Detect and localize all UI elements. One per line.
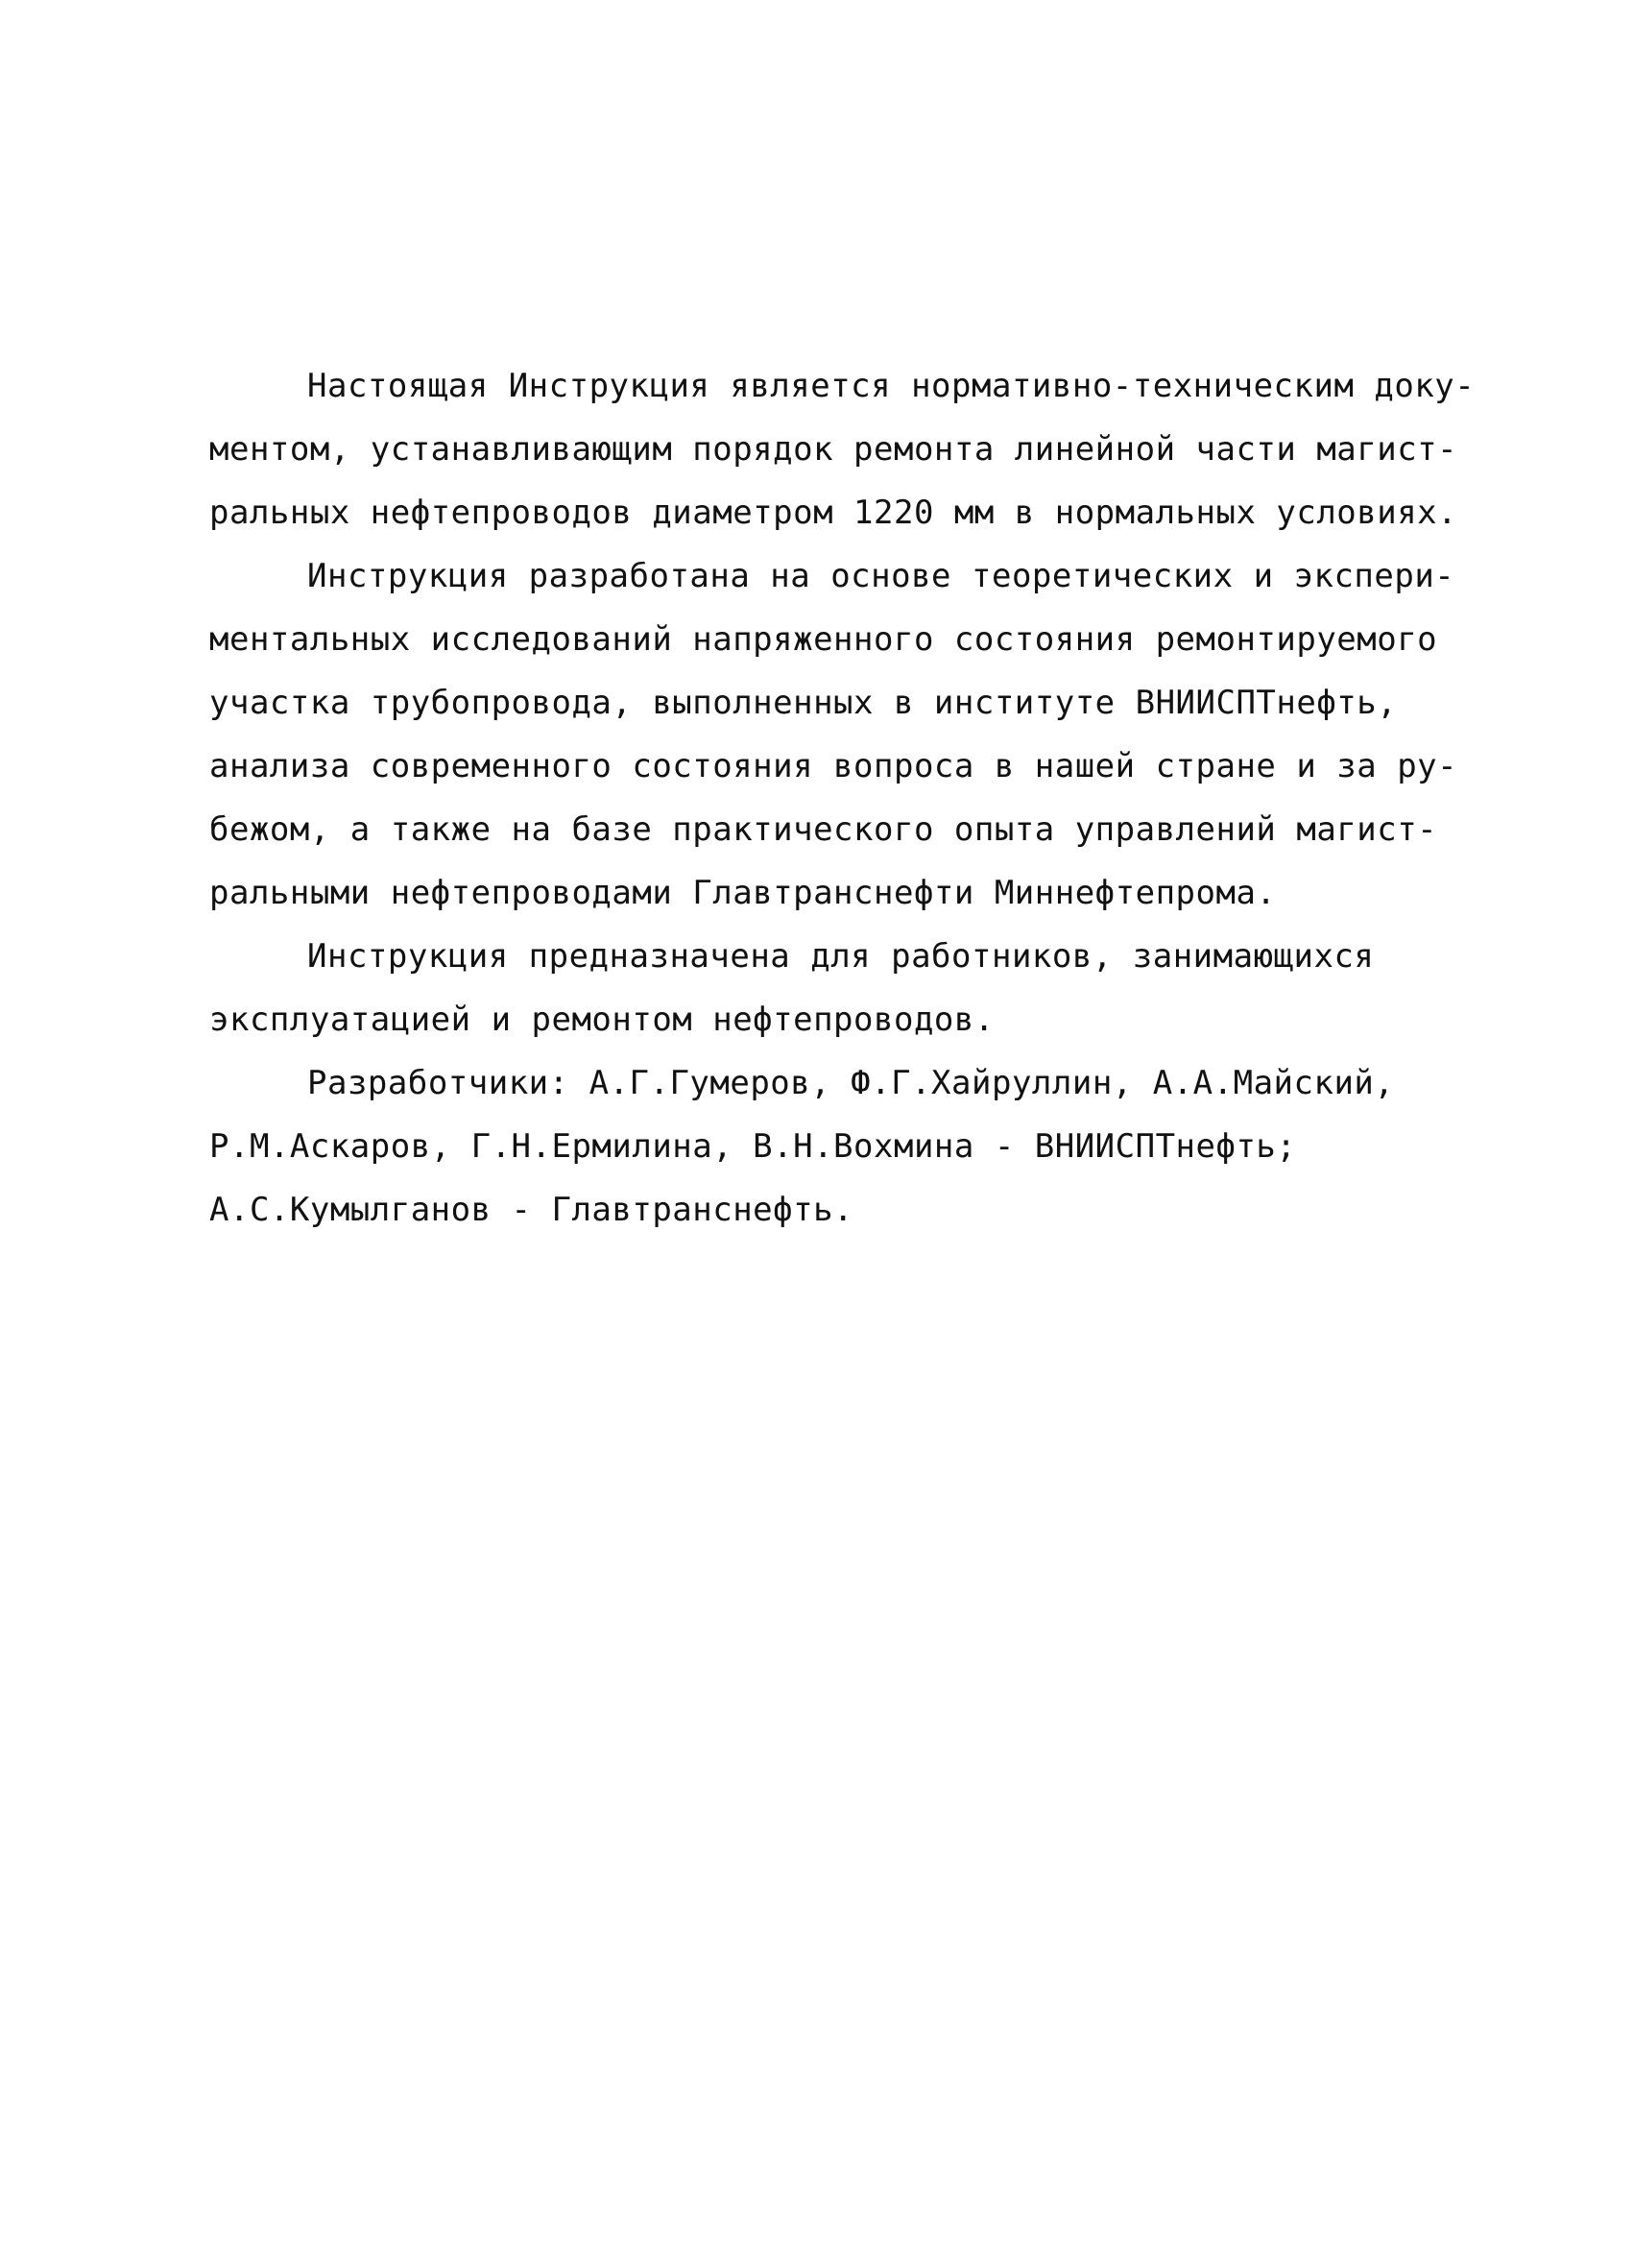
paragraph-developers (209, 1051, 1457, 1242)
document-text (209, 354, 1476, 1242)
text-line: ральными нефтепроводами Главтранснефти Миннефтепрома. (209, 874, 1277, 912)
text-line: ральных нефтепроводов диаметром 1220 мм в нормальных условиях. (209, 494, 1458, 532)
paragraph-audience (209, 925, 1457, 1051)
text-line: эксплуатацией и ремонтом нефтепроводов. (209, 1001, 995, 1039)
paragraph-purpose (209, 354, 1476, 544)
text-line: участка трубопровода, выполненных в институте ВНИИСПТнефть, (209, 684, 1398, 722)
text-line: Инструкция предназначена для работников, занимающихся (307, 937, 1375, 976)
text-line: ментом, устанавливающим порядок ремонта линейной части магист- (209, 430, 1458, 469)
text-line: Р.М.Аскаров, Г.Н.Ермилина, В.Н.Вохмина - ВНИИСПТнефть; (209, 1127, 1297, 1166)
text-line: Разработчики: А.Г.Гумеров, Ф.Г.Хайруллин, А.А.Майский, (307, 1064, 1395, 1102)
text-line: ментальных исследований напряженного состояния ремонтируемого (209, 620, 1438, 659)
text-line: бежом, а также на базе практического опыта управлений магист- (209, 810, 1438, 849)
text-line: Настоящая Инструкция является нормативно-техническим доку- (307, 367, 1476, 405)
text-line: анализа современного состояния вопроса в нашей стране и за ру- (209, 747, 1458, 785)
paragraph-basis (209, 544, 1457, 925)
text-line: Инструкция разработана на основе теоретических и экспери- (307, 557, 1455, 595)
text-line: А.С.Кумылганов - Главтранснефть. (209, 1191, 854, 1229)
